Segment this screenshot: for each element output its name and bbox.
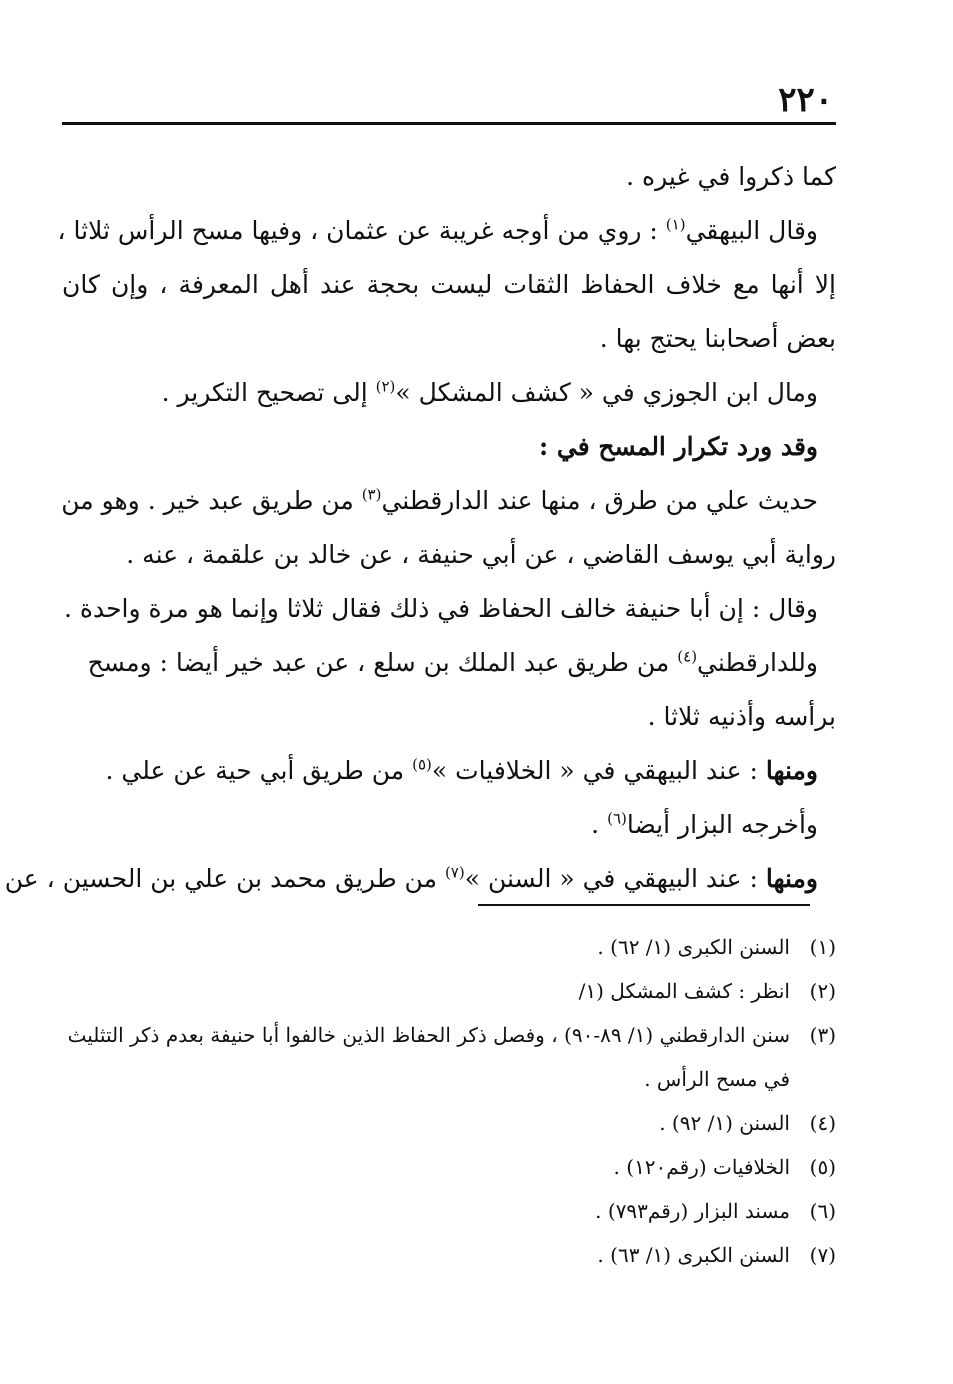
body-line: برأسه وأذنيه ثلاثا . [647, 702, 836, 731]
footnote-number: (٧) [809, 1243, 836, 1267]
body-line: إلا أنها مع خلاف الحفاظ الثقات ليست بحجة عند أهل المعرفة ، وإن كان [62, 270, 836, 299]
footnote-text: الخلافيات (رقم١٢٠) . [613, 1155, 790, 1179]
footnote-continuation: في مسح الرأس . [644, 1067, 790, 1091]
footnote-ref[interactable]: (٣) [361, 485, 382, 504]
footnote-ref[interactable]: (١) [665, 215, 686, 234]
footnote [62, 925, 836, 969]
footnote-text: انظر : كشف المشكل (١/ [578, 979, 790, 1003]
footnote-ref[interactable]: (٥) [412, 755, 432, 774]
body-line: رواية أبي يوسف القاضي ، عن أبي حنيفة ، عن خالد بن علقمة ، عنه . [126, 540, 836, 569]
lead-word: ومنها [765, 756, 818, 785]
body-line: كما ذكروا في غيره . [626, 162, 836, 191]
body-line: بعض أصحابنا يحتج بها . [599, 324, 836, 353]
footnote [62, 969, 836, 1013]
footnotes [62, 925, 836, 1277]
footnote-text: السنن (١/ ٩٢) . [659, 1111, 790, 1135]
footnote [62, 1189, 836, 1233]
footnote [62, 1013, 836, 1057]
footnote-ref[interactable]: (٤) [677, 647, 698, 666]
footnote [62, 1101, 836, 1145]
lead-word: ومنها [765, 864, 818, 893]
footnote-number: (٦) [809, 1199, 836, 1223]
footnote [62, 1233, 836, 1277]
footnote-ref[interactable]: (٦) [607, 809, 627, 828]
section-heading: وقد ورد تكرار المسح في : [539, 432, 818, 461]
footnote-ref[interactable]: (٢) [375, 377, 396, 396]
body-line: ومنها : عند البيهقي في « الخلافيات »$^{(٥)}$ من طريق أبي حية عن علي . [105, 755, 818, 785]
footnote-rule [478, 904, 810, 906]
body-line: وقال البيهقي$^{(١)}$ : روي من أوجه غريبة عن عثمان ، وفيها مسح الرأس ثلاثا ، [57, 215, 818, 245]
body-line: ومنها : عند البيهقي في « السنن »$^{(٧)}$ من طريق محمد بن علي بن الحسين ، عن [4, 863, 818, 893]
footnote-number: (١) [809, 935, 836, 959]
body-line: وقال : إن أبا حنيفة خالف الحفاظ في ذلك فقال ثلاثا وإنما هو مرة واحدة . [63, 594, 818, 623]
footnote-ref[interactable]: (٧) [444, 863, 465, 882]
footnote-number: (٢) [809, 979, 836, 1003]
footnote-text: السنن الكبرى (١/ ٦٢) . [597, 935, 790, 959]
body-text [4, 150, 836, 906]
footnote-number: (٥) [809, 1155, 836, 1179]
body-line: وأخرجه البزار أيضا$^{(٦)}$ . [591, 809, 818, 839]
footnote [62, 1145, 836, 1189]
body-line: حديث علي من طرق ، منها عند الدارقطني$^{(٣)}$ من طريق عبد خير . وهو من [61, 485, 818, 515]
header-rule [62, 122, 836, 125]
footnote-number: (٤) [809, 1111, 836, 1135]
footnote-text: سنن الدارقطني (١/ ٨٩-٩٠) ، وفصل ذكر الحفاظ الذين خالفوا أبا حنيفة بعدم ذكر التثليث [67, 1023, 790, 1047]
footnote-number: (٣) [809, 1023, 836, 1047]
page-number: ٢٢٠ [778, 80, 833, 120]
footnote-text: السنن الكبرى (١/ ٦٣) . [597, 1243, 790, 1267]
footnote-text: مسند البزار (رقم٧٩٣) . [595, 1199, 790, 1223]
body-line: وللدارقطني$^{(٤)}$ من طريق عبد الملك بن سلع ، عن عبد خير أيضا : ومسح [87, 647, 818, 677]
body-line: ومال ابن الجوزي في « كشف المشكل »$^{(٢)}$ إلى تصحيح التكرير . [161, 377, 818, 407]
